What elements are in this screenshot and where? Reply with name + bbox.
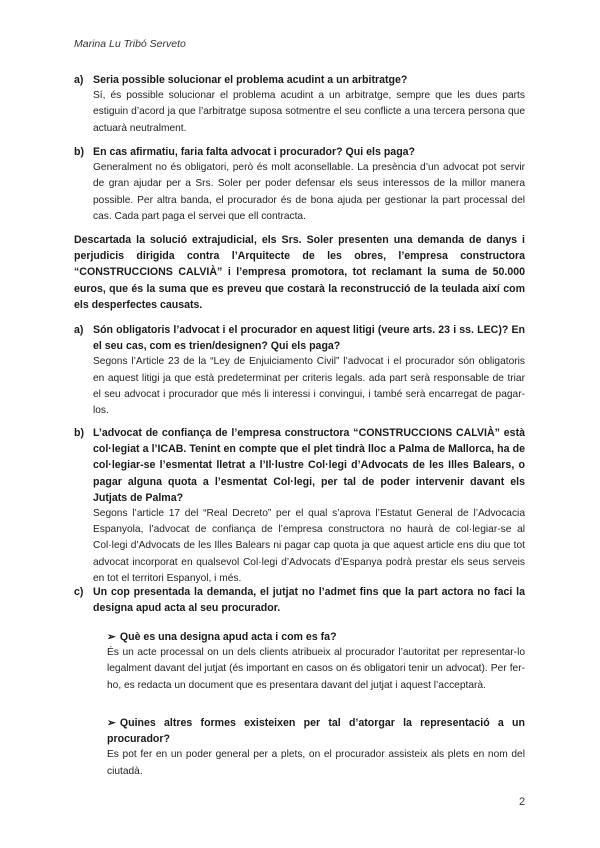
sub-question-label: Què es una designa apud acta i com es fa?: [119, 631, 337, 643]
sub-question-label: Quines altres formes existeixen per tal d’atorgar la representació a un procurador?: [107, 717, 525, 746]
question-item-1a: [74, 72, 525, 137]
answer-text: Segons l’Article 23 de la “Ley de Enjuiciamento Civil” l’advocat i el procurador són obligatoris en aquest litigi ja que està predeterminat per criteris legals. ada part serà responsable de triar el seu advocat i procurador que més li interessi i convingui, i també serà encarregat de pagar-los.: [93, 356, 525, 417]
item-label: b): [74, 427, 84, 439]
answer-text: Sí, és possible solucionar el problema acudint a un arbitratge, sempre que les dues parts estiguin d’acord ja que l’arbitratge suposa sotmentre el seu conflicte a una tercera persona que actuarà neutralment.: [93, 90, 525, 134]
page-number: 2: [519, 796, 526, 808]
question-item-1b: [74, 144, 525, 225]
arrow-bullet-icon: ➢: [107, 717, 116, 729]
sub-question-text: [107, 715, 525, 747]
question-item-2a: [74, 322, 525, 419]
arrow-bullet-icon: ➢: [107, 631, 116, 643]
question-text: L’advocat de confiança de l’empresa constructora “CONSTRUCCIONS CALVIÀ” està col·legiat a l’ICAB. Tenint en compte que el plet tindrà lloc a Palma de Mallorca, ha de col·legiar-se l’esmentat lletrat a l’Il·lustre Col·legi d’Advocats de les Illes Balears, o pagar alguna quota a l’esmentat Col·legi, per tal de poder intervenir davant els Jutjats de Palma?: [93, 427, 525, 504]
author-header: Marina Lu Tribó Serveto: [74, 38, 186, 50]
question-text: En cas afirmatiu, faria falta advocat i procurador? Qui els paga?: [93, 146, 416, 158]
item-label: a): [74, 74, 84, 86]
question-item-2c: [74, 584, 525, 616]
question-text: Seria possible solucionar el problema acudint a un arbitratge?: [93, 74, 408, 86]
item-label: c): [74, 586, 84, 598]
sub-question-text: [107, 629, 525, 645]
intro-paragraph: Descartada la solució extrajudicial, els Srs. Soler presenten una demanda de danys i perjudicis dirigida contra l’Arquitecte de les obres, l’empresa constructora “CONSTRUCCIONS CALVIÀ” i l’empresa promotora, tot reclamant la suma de 50.000 euros, que és la suma que es preveu que costarà la reconstrucció de la teulada així com els desperfectes causats.: [74, 234, 525, 311]
question-text: Són obligatoris l’advocat i el procurador en aquest litigi (veure arts. 23 i ss. LEC)? En el seu cas, com es trien/designen? Qui els paga?: [93, 324, 525, 353]
sub-answer-text: Es pot fer en un poder general per a plets, on el procurador assisteix als plets en nom del ciutadà.: [107, 749, 525, 777]
answer-text: Segons l’article 17 del “Real Decreto” per el qual s’aprova l’Estatut General de l’Advocacia Espanyola, l’advocat de confiança de l’empresa constructora no haurà de col·legiar-se al Col·legi d’Advocats de les Illes Balears ni pagar cap quota ja que aquest article ens diu que tot advocat incorporat en qualsevol Col·legi d’Advocats d’Espanya podrà prestar els seus serveis en tot el territori Espanyol, i més.: [93, 508, 525, 584]
question-text: Un cop presentada la demanda, el jutjat no l’admet fins que la part actora no faci la designa apud acta al seu procurador.: [93, 586, 525, 615]
item-label: b): [74, 146, 84, 158]
sub-question-1: [107, 629, 525, 694]
sub-question-2: [107, 715, 525, 780]
question-item-2b: [74, 425, 525, 587]
answer-text: Generalment no és obligatori, però és molt aconsellable. La presència d’un advocat pot servir de gran ajudar per a Srs. Soler per poder defensar els seus interessos de la millor manera possible. Per altra banda, el procurador és de bona ajuda per gestionar la part processal del cas. Cada part paga el servei que ell contracta.: [93, 162, 525, 222]
sub-answer-text: És un acte processal on un dels clients atribueix al procurador l’autoritat per representar-lo legalment davant del jutjat (és important en casos on és obligatori tenir un advocat). Per fer-ho, es redacta un document que es presentara davant del jutjat i aquest l’acceptarà.: [107, 647, 525, 691]
item-label: a): [74, 324, 84, 336]
